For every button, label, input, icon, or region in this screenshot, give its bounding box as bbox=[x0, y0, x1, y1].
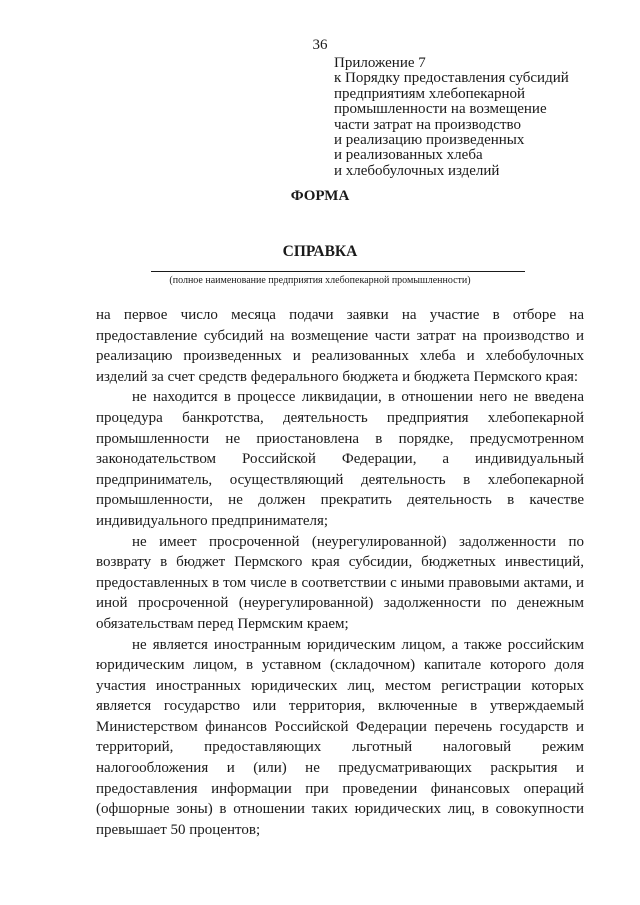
page-number: 36 bbox=[312, 37, 328, 53]
appendix-line: промышленности на возмещение bbox=[334, 101, 547, 118]
appendix-header bbox=[334, 56, 624, 179]
appendix-line: предприятиям хлебопекарной bbox=[334, 85, 526, 102]
form-label: ФОРМА bbox=[290, 188, 350, 204]
appendix-line: Приложение 7 bbox=[334, 55, 426, 71]
appendix-line: и реализацию произведенных bbox=[334, 132, 525, 149]
appendix-line: и реализованных хлеба bbox=[334, 147, 483, 164]
body-paragraph: не имеет просроченной (неурегулированной) задолженности по возврату в бюджет Пермского края субсидии, бюджетных инвестиций, предоставленных в том числе в соответствии с иными правовыми актами, и иной просроченной (неурегулированной) задолженности по денежным обязательствам перед Пермским краем; bbox=[96, 533, 584, 632]
fill-in-caption: (полное наименование предприятия хлебопекарной промышленности) bbox=[169, 275, 471, 286]
appendix-line: к Порядку предоставления субсидий bbox=[334, 70, 569, 87]
appendix-line: и хлебобулочных изделий bbox=[334, 162, 500, 179]
body-paragraph: не является иностранным юридическим лицом, а также российским юридическим лицом, в уставном (складочном) капитале которого доля участия иностранных юридических лиц, местом регистрации которых является государство или территория, включенные в утверждаемый Министерством финансов Российской Федерации перечень государств и территорий, предоставляющих льготный налоговый режим налогообложения и (или) не предусматривающих раскрытия и предоставления информации при проведении финансовых операций (офшорные зоны) в отношении таких юридических лиц, в совокупности превышает 50 процентов; bbox=[96, 636, 584, 838]
document-body bbox=[96, 305, 584, 840]
document-title: СПРАВКА bbox=[282, 243, 358, 260]
fill-in-line bbox=[151, 271, 525, 272]
body-paragraph: не находится в процессе ликвидации, в отношении него не введена процедура банкротства, деятельность предприятия хлебопекарной промышленности не приостановлена в порядке, предусмотренном законодательством Российской Федерации, а индивидуальный предприниматель, осуществляющий деятельность в хлебопекарной промышленности, не должен прекратить деятельность в качестве индивидуального предпринимателя; bbox=[96, 389, 584, 529]
body-paragraph: на первое число месяца подачи заявки на участие в отборе на предоставление субсидий на возмещение части затрат на производство и реализацию произведенных и реализованных хлеба и хлебобулочных изделий за счет средств федерального бюджета и бюджета Пермского края: bbox=[96, 307, 584, 385]
appendix-line: части затрат на производство bbox=[334, 116, 521, 133]
